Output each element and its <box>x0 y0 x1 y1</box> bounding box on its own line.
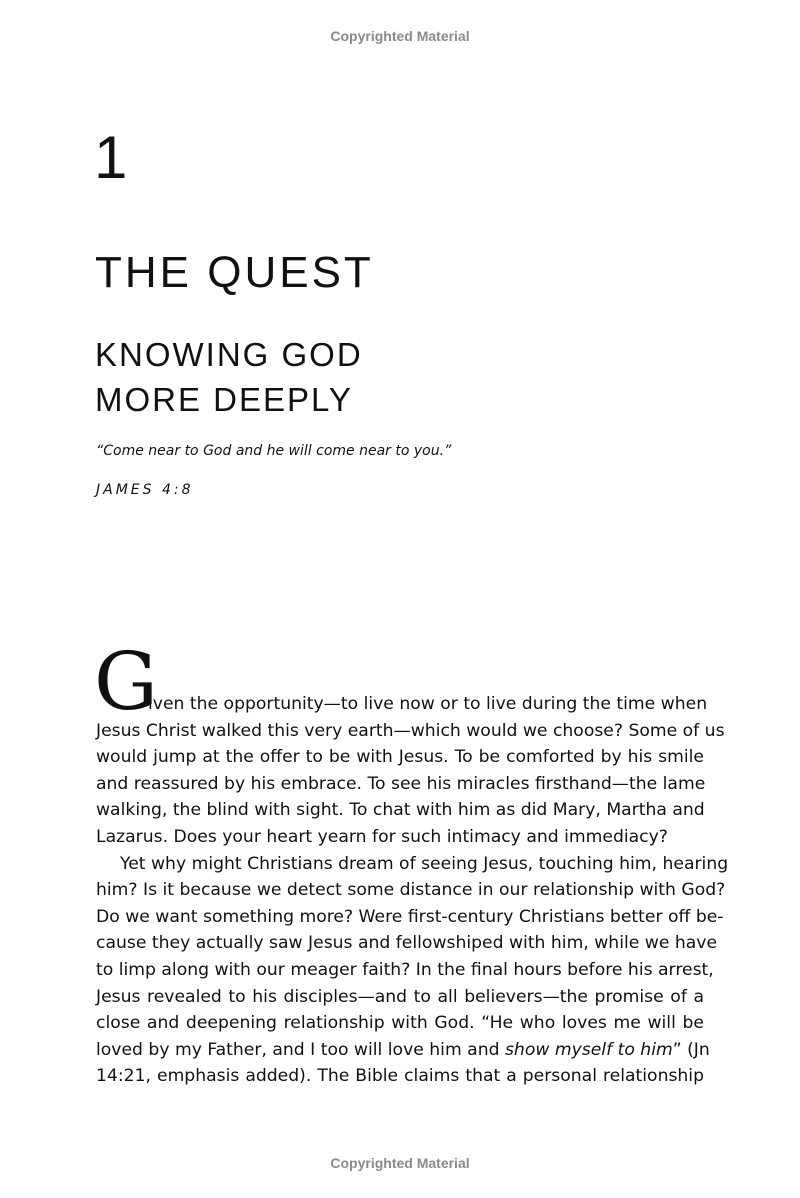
epigraph-reference: JAMES 4:8 <box>96 482 194 498</box>
text-line <box>96 1037 710 1064</box>
text-line: Jesus revealed to his disciples—and to all believers—the promise of a <box>96 986 704 1007</box>
subtitle-line: KNOWING GOD <box>95 336 363 373</box>
text-line: would jump at the offer to be with Jesus. To be comforted by his smile <box>96 747 704 768</box>
chapter-title: THE QUEST <box>95 248 374 297</box>
emphasis-text: show myself to him <box>504 1039 673 1060</box>
subtitle-line: MORE DEEPLY <box>95 381 353 418</box>
text-line: cause they actually saw Jesus and fellowshiped with him, while we have <box>96 933 718 954</box>
body-text <box>94 635 729 1090</box>
drop-cap: G <box>94 635 158 728</box>
text-line: 14:21, emphasis added). The Bible claims that a personal relationship <box>96 1066 704 1087</box>
text-line: Lazarus. Does your heart yearn for such intimacy and immediacy? <box>96 826 668 847</box>
epigraph: “Come near to God and he will come near to you.” <box>96 443 452 459</box>
text-line: close and deepening relationship with God. “He who loves me will be <box>96 1013 704 1034</box>
text-line: Jesus Christ walked this very earth—which would we choose? Some of us <box>96 720 725 741</box>
text-segment: ” (Jn <box>672 1039 710 1060</box>
chapter-number: 1 <box>94 124 128 191</box>
text-line: Do we want something more? Were first-century Christians better off be- <box>96 906 724 927</box>
chapter-subtitle <box>95 332 363 422</box>
text-segment: loved by my Father, and I too will love him and <box>96 1039 505 1060</box>
text-line: to limp along with our meager faith? In the final hours before his arrest, <box>96 959 714 980</box>
copyright-watermark-bottom: Copyrighted Material <box>330 1155 470 1171</box>
text-line: walking, the blind with sight. To chat with him as did Mary, Martha and <box>96 800 705 821</box>
text-line: Yet why might Christians dream of seeing Jesus, touching him, hearing <box>120 853 729 874</box>
text-line: him? Is it because we detect some distance in our relationship with God? <box>96 880 726 901</box>
text-line: and reassured by his embrace. To see his miracles firsthand—the lame <box>96 773 706 794</box>
text-line: iven the opportunity—to live now or to live during the time when <box>148 694 708 714</box>
copyright-watermark-top: Copyrighted Material <box>330 28 470 44</box>
